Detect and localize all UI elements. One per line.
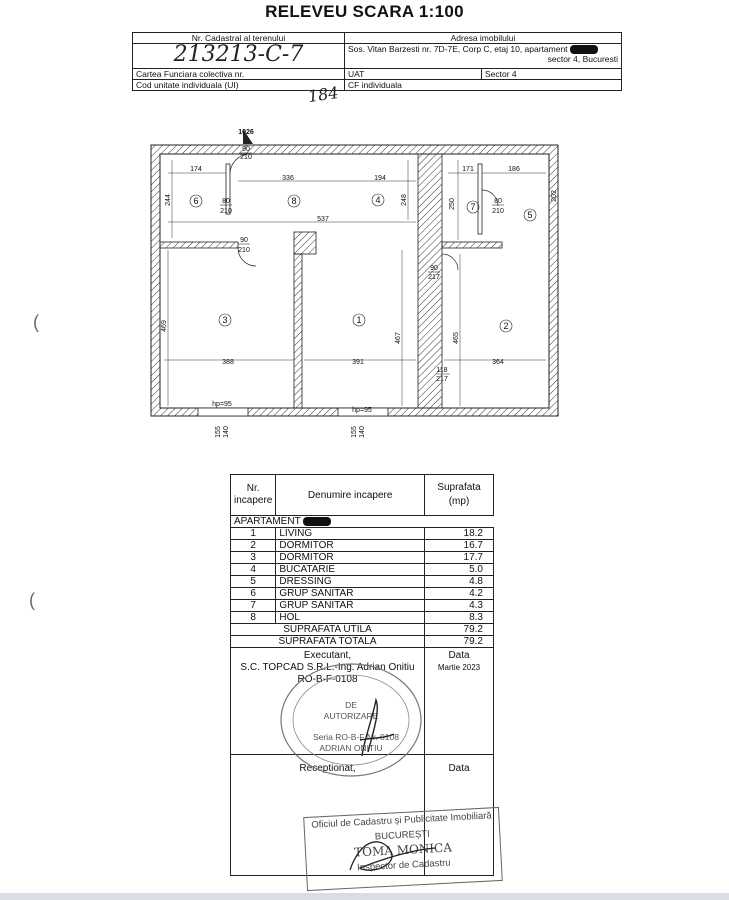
address-line2: sector 4, Bucuresti <box>547 54 618 65</box>
room-number: 8 <box>291 196 297 206</box>
dim-text: 217 <box>428 274 440 281</box>
stamp2-line1: Oficiul de Cadastru și Publicitate Imobiliară <box>311 810 492 831</box>
row-area: 18.2 <box>425 528 494 540</box>
room-number: 3 <box>222 315 228 325</box>
wall-room3-top <box>160 242 238 248</box>
stamp-line4: ADRIAN ONITIU <box>319 743 383 753</box>
table-row <box>231 540 494 552</box>
row-area: 17.7 <box>425 552 494 564</box>
round-stamp <box>276 660 426 780</box>
room-number: 7 <box>470 202 476 212</box>
row-nr: 2 <box>231 540 276 552</box>
room-number: 1 <box>356 315 362 325</box>
pillar <box>294 232 316 254</box>
dim-text: 140 <box>359 426 366 438</box>
total-value: 79.2 <box>425 636 494 648</box>
row-nr: 4 <box>231 564 276 576</box>
dim-text: 210 <box>492 208 504 215</box>
row-area: 4.3 <box>425 600 494 612</box>
door-swing <box>442 254 458 270</box>
row-area: 16.7 <box>425 540 494 552</box>
redaction-mark <box>570 45 598 54</box>
dim-text: 174 <box>190 166 202 173</box>
table-row <box>231 600 494 612</box>
row-nr: 5 <box>231 576 276 588</box>
scan-mark: ( <box>33 312 39 332</box>
util-value: 79.2 <box>425 624 494 636</box>
data-cell <box>425 648 494 755</box>
room-number: 4 <box>375 195 381 205</box>
page-title: RELEVEU SCARA 1:100 <box>265 2 464 21</box>
row-area: 4.8 <box>425 576 494 588</box>
room-number: 6 <box>193 196 199 206</box>
executant-name: S.C. TOPCAD S.R.L.-Ing. Adrian Onitiu <box>240 662 415 673</box>
window <box>198 408 248 416</box>
scan-mark: ( <box>29 590 35 610</box>
executant-label: Executant, <box>303 650 352 661</box>
stamp-line1: DE <box>345 700 357 710</box>
address-label: Adresa imobilului <box>345 33 622 44</box>
dim-text: 336 <box>282 175 294 182</box>
row-name: DRESSING <box>276 576 425 588</box>
stamp2-line3: TOMA MONICA <box>353 840 453 860</box>
cadastral-label: Nr. Cadastral al terenului <box>133 33 345 44</box>
header-table <box>132 32 622 91</box>
sector-value: Sector 4 <box>485 69 517 79</box>
util-label: SUPRAFATA UTILA <box>231 624 425 636</box>
stamp-line2: AUTORIZARE <box>323 711 379 721</box>
row-name: GRUP SANITAR <box>276 600 425 612</box>
table-row <box>231 576 494 588</box>
col-nr: Nr. incapere <box>231 475 276 516</box>
dim-text: 248 <box>401 194 408 206</box>
table-row <box>231 528 494 540</box>
address-cell <box>345 44 622 69</box>
data-value: Martie 2023 <box>437 663 481 672</box>
data2-label: Data <box>448 763 470 774</box>
stamp-line3: Seria RO-B-F Nr. 0108 <box>313 732 399 742</box>
cf-individual-label: CF individuala <box>345 80 622 91</box>
cadastral-cell <box>133 44 345 69</box>
col-name: Denumire incapere <box>276 475 425 516</box>
cadastral-handwritten: 213213-C-7 <box>173 42 304 67</box>
wall-room6 <box>226 164 230 214</box>
dim-text: 118 <box>436 367 448 374</box>
row-nr: 8 <box>231 612 276 624</box>
uat-label: UAT <box>345 69 482 79</box>
dim-text: 194 <box>374 175 386 182</box>
dim-text: 80 <box>222 198 230 205</box>
dim-text: 90 <box>430 265 438 272</box>
wall-between-3-1 <box>294 254 302 408</box>
row-name: HOL <box>276 612 425 624</box>
dim-text: 250 <box>449 198 456 210</box>
row-name: DORMITOR <box>276 552 425 564</box>
wall-room7 <box>478 164 482 234</box>
section-row <box>231 516 494 528</box>
dim-text: 388 <box>222 359 234 366</box>
dim-text: 391 <box>352 359 364 366</box>
dim-text: hp=95 <box>212 401 232 408</box>
floor-plan <box>148 124 578 444</box>
dim-text: 217 <box>436 376 448 383</box>
dim-text: 210 <box>220 208 232 215</box>
total-label: SUPRAFATA TOTALA <box>231 636 425 648</box>
dim-text: 465 <box>453 332 460 344</box>
dim-text: 90 <box>242 146 250 153</box>
redaction-mark <box>303 517 331 526</box>
outer-wall <box>151 145 558 416</box>
table-row <box>231 588 494 600</box>
row-nr: 1 <box>231 528 276 540</box>
table-row <box>231 564 494 576</box>
row-name: DORMITOR <box>276 540 425 552</box>
inspector-signature <box>340 830 450 880</box>
stamp2-line4: Inspector de Cadastru <box>356 857 451 874</box>
dim-text: 467 <box>395 332 402 344</box>
dim-text: 210 <box>238 247 250 254</box>
dim-text: 364 <box>492 359 504 366</box>
dim-text: 210 <box>240 154 252 161</box>
dim-text: hp=95 <box>352 407 372 414</box>
handwritten-small: 184 <box>306 82 340 107</box>
row-nr: 7 <box>231 600 276 612</box>
stamp2-line2: BUCUREȘTI <box>374 828 430 843</box>
dim-text: 202 <box>551 190 558 202</box>
table-row <box>231 612 494 624</box>
row-area: 8.3 <box>425 612 494 624</box>
dim-text: 155 <box>215 426 222 438</box>
row-nr: 6 <box>231 588 276 600</box>
dim-text: 140 <box>223 426 230 438</box>
dim-text: 155 <box>351 426 358 438</box>
dim-text: 90 <box>240 237 248 244</box>
row-name: GRUP SANITAR <box>276 588 425 600</box>
executant-code: RO-B-F-0108 <box>297 674 358 685</box>
wall-room7-bottom <box>442 242 502 248</box>
dimension-lines <box>164 160 558 406</box>
dim-text: 244 <box>165 194 172 206</box>
dim-text: 80 <box>494 198 502 205</box>
room-number: 5 <box>527 210 533 220</box>
row-name: LIVING <box>276 528 425 540</box>
section-label: APARTAMENT <box>234 516 301 527</box>
room-number: 2 <box>503 321 509 331</box>
row-name: BUCATARIE <box>276 564 425 576</box>
dim-top-door: 1026 <box>238 129 254 136</box>
row-nr: 3 <box>231 552 276 564</box>
receptionat-label: Receptionat, <box>299 763 356 774</box>
dim-text: 537 <box>317 216 329 223</box>
data-label: Data <box>448 650 470 661</box>
cod-label: Cod unitate individuala (UI) <box>133 80 345 91</box>
address-line1: Sos. Vitan Barzesti nr. 7D-7E, Corp C, etaj 10, apartament <box>348 44 568 54</box>
dim-text: 186 <box>508 166 520 173</box>
cf-collective-label: Cartea Funciara colectiva nr. <box>133 69 345 80</box>
dim-text: 171 <box>462 166 474 173</box>
dim-text: 469 <box>161 320 168 332</box>
row-area: 4.2 <box>425 588 494 600</box>
row-area: 5.0 <box>425 564 494 576</box>
col-area: Suprafata (mp) <box>425 475 494 516</box>
table-row <box>231 552 494 564</box>
bottom-scan-strip <box>0 893 729 900</box>
